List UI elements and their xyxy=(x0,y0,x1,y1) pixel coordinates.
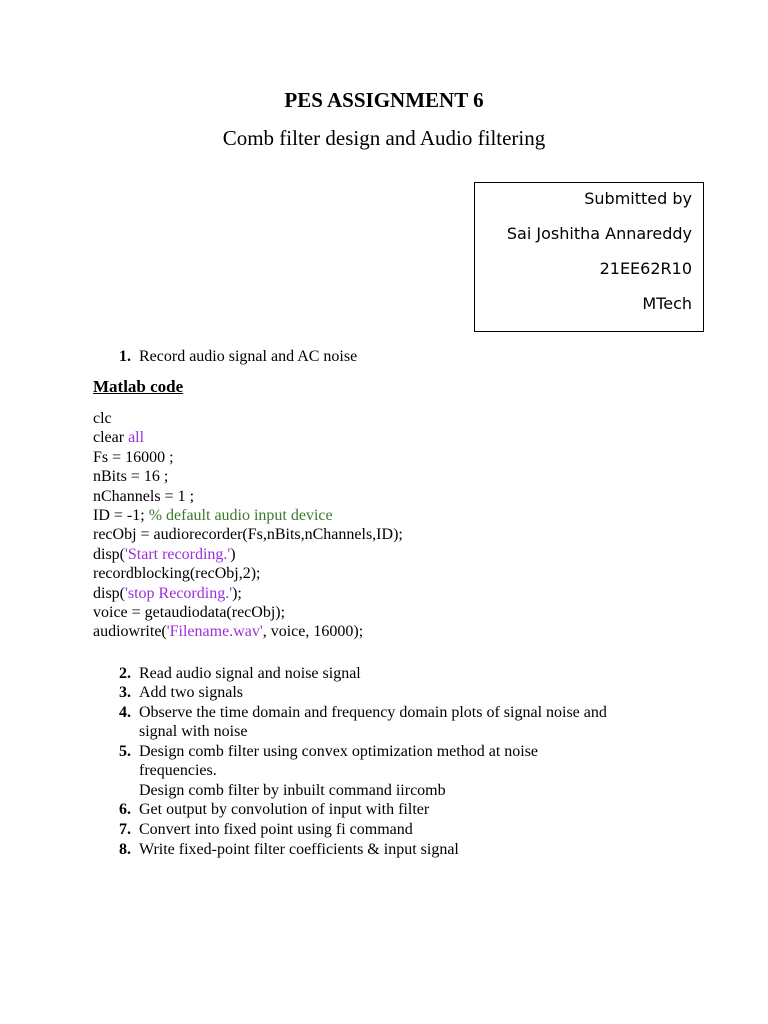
step-number: 4. xyxy=(119,704,131,721)
code-line: voice = getaudiodata(recObj); xyxy=(93,603,286,621)
code-line: clear all xyxy=(93,429,145,447)
code-line: nChannels = 1 ; xyxy=(93,487,195,505)
string-token: 'Start recording.' xyxy=(125,545,231,563)
step-text-continued: frequencies. xyxy=(139,762,217,779)
comment-token: % default audio input device xyxy=(148,506,333,524)
step-text: Get output by convolution of input with filter xyxy=(139,801,430,818)
student-name: Sai Joshitha Annareddy xyxy=(506,224,692,243)
code-line: ID = -1; % default audio input device xyxy=(93,506,333,524)
code-line: clc xyxy=(93,410,112,427)
step-text: Record audio signal and AC noise xyxy=(139,348,358,365)
step-text: Observe the time domain and frequency domain plots of signal noise and xyxy=(139,704,607,721)
string-token: 'stop Recording.' xyxy=(125,584,233,602)
code-line: recObj = audiorecorder(Fs,nBits,nChannels,ID); xyxy=(93,526,403,544)
code-block xyxy=(93,409,403,642)
step-text: Convert into fixed point using fi command xyxy=(139,821,413,838)
string-token: 'Filename.wav' xyxy=(166,623,263,641)
step-text-continued: Design comb filter by inbuilt command iircomb xyxy=(139,782,446,799)
step-text: Design comb filter using convex optimization method at noise xyxy=(139,743,539,760)
step-text: Read audio signal and noise signal xyxy=(139,665,361,682)
step-text-continued: signal with noise xyxy=(139,723,248,740)
code-line: Fs = 16000 ; xyxy=(93,448,174,466)
step-number: 7. xyxy=(119,821,131,838)
step-number: 2. xyxy=(119,665,131,682)
step-text: Write fixed-point filter coefficients & input signal xyxy=(139,841,459,858)
step-number: 1. xyxy=(119,348,131,365)
code-heading: Matlab code xyxy=(93,377,184,396)
code-line: recordblocking(recObj,2); xyxy=(93,565,261,583)
page-subtitle: Comb filter design and Audio filtering xyxy=(222,126,546,150)
roll-number: 21EE62R10 xyxy=(599,259,692,278)
code-line: nBits = 16 ; xyxy=(93,468,169,486)
step-number: 3. xyxy=(119,684,131,701)
code-line: audiowrite('Filename.wav', voice, 16000); xyxy=(93,623,364,641)
step-number: 5. xyxy=(119,743,131,760)
submitted-by-label: Submitted by xyxy=(584,189,692,208)
keyword-token: all xyxy=(128,429,145,447)
page-title: PES ASSIGNMENT 6 xyxy=(284,88,484,112)
code-line: disp('Start recording.') xyxy=(93,545,236,563)
step-number: 8. xyxy=(119,841,131,858)
step-text: Add two signals xyxy=(139,684,243,701)
step-number: 6. xyxy=(119,801,131,818)
program-name: MTech xyxy=(642,294,692,313)
submission-box xyxy=(474,182,704,332)
code-line: disp('stop Recording.'); xyxy=(93,584,242,602)
